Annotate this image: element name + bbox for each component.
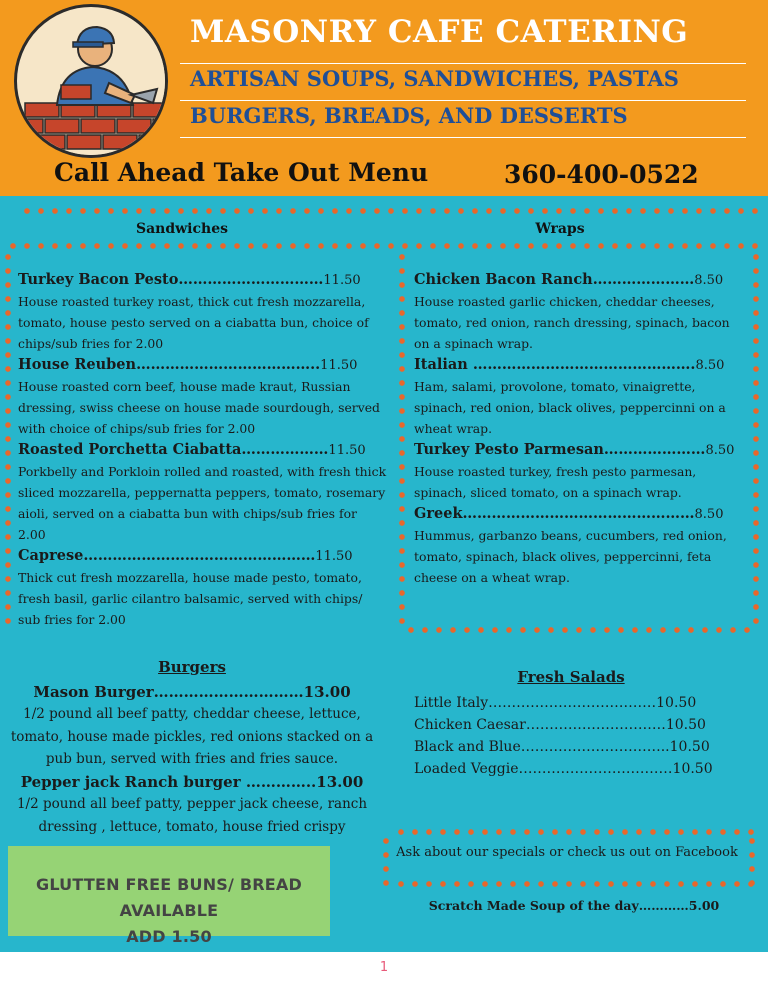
item-description: Thick cut fresh mozzarella, house made pesto, tomato, fresh basil, garlic cilantro balsamic, served with chips/ sub fries for 2.00 (18, 570, 363, 627)
burger-item-mason (0, 681, 384, 704)
item-name: Chicken Caesar………………………… (414, 717, 666, 733)
item-price: 13.00 (303, 682, 351, 701)
dotted-border-upper (6, 242, 762, 250)
item-description: Ham, salami, provolone, tomato, vinaigrette, spinach, red onion, black olives, peppercinni on a wheat wrap. (414, 379, 726, 436)
item-name: Turkey Pesto Parmesan………………… (414, 441, 706, 458)
take-out-tagline: Call Ahead Take Out Menu (54, 158, 429, 187)
item-name: Little Italy……………………………… (414, 695, 657, 711)
item-description: 1/2 pound all beef patty, pepper jack cheese, ranch dressing , lettuce, tomato, house fried crispy (16, 796, 368, 835)
item-price: 8.50 (694, 273, 724, 288)
salad-item-loaded-veggie (396, 758, 746, 780)
item-price: 11.50 (323, 273, 361, 288)
dotted-border-middle (398, 250, 406, 630)
gluten-free-notice (8, 846, 330, 946)
burgers-heading: Burgers (158, 658, 226, 676)
dotted-border-left (4, 250, 12, 628)
header-divider (180, 100, 746, 101)
menu-item-greek (414, 503, 748, 588)
specials-note: Ask about our specials or check us out on Facebook (396, 845, 738, 860)
item-name: Scratch Made Soup of the day………… (428, 898, 689, 913)
burgers-section (0, 656, 384, 838)
item-description: House roasted turkey, fresh pesto parmesan, spinach, sliced tomato, on a spinach wrap. (414, 464, 697, 500)
dotted-border-specials-left (382, 834, 390, 888)
header-banner (0, 0, 768, 196)
item-name: House Reuben……………………………….. (18, 356, 321, 373)
dotted-border-specials-bottom (394, 880, 756, 888)
menu-item-roasted-porchetta (18, 439, 388, 545)
page-number: 1 (379, 960, 389, 975)
item-description: Hummus, garbanzo beans, cucumbers, red onion, tomato, spinach, black olives, peppercinni, feta cheese on a wheat wrap. (414, 528, 727, 585)
wraps-list (414, 269, 748, 588)
menu-item-caprese (18, 545, 388, 630)
item-price: 13.00 (316, 772, 364, 791)
header-divider (180, 63, 746, 64)
gluten-free-price: ADD 1.50 (126, 927, 212, 946)
soup-of-the-day (404, 898, 744, 913)
item-name: Mason Burger………………………… (33, 682, 304, 701)
item-name: Black and Blue………………………….. (414, 739, 670, 755)
item-name: Italian ………………………………………. (414, 356, 696, 373)
mason-worker-illustration (17, 7, 168, 158)
burger-item-pepper-jack (0, 771, 384, 794)
item-price: 10.50 (656, 695, 697, 711)
item-price: 11.50 (320, 358, 358, 373)
item-price: 11.50 (328, 443, 366, 458)
item-price: 5.00 (688, 898, 720, 913)
salad-item-chicken-caesar (396, 714, 746, 736)
item-description: 1/2 pound all beef patty, cheddar cheese, lettuce, tomato, house made pickles, red onions stacked on a pub bun, served with fries and fries sauce. (10, 706, 374, 767)
gluten-free-line: GLUTTEN FREE BUNS/ BREAD AVAILABLE (36, 875, 302, 920)
header-divider (180, 137, 746, 138)
dotted-border-wraps-bottom (404, 626, 756, 634)
menu-item-house-reuben (18, 354, 388, 439)
item-name: Greek………………………………………… (414, 505, 695, 522)
page-title: MASONRY CAFE CATERING (190, 14, 689, 50)
menu-item-italian (414, 354, 748, 439)
item-price: 8.50 (695, 358, 725, 373)
item-price: 10.50 (669, 739, 710, 755)
item-name: Loaded Veggie…………………………… (414, 761, 673, 777)
mason-logo (14, 4, 168, 158)
salad-item-little-italy (396, 692, 746, 714)
item-name: Turkey Bacon Pesto………………………… (18, 271, 324, 288)
item-name: Pepper jack Ranch burger ………….. (20, 772, 317, 791)
menu-item-turkey-pesto-parmesan (414, 439, 748, 503)
item-name: Chicken Bacon Ranch………………… (414, 271, 695, 288)
item-price: 8.50 (705, 443, 735, 458)
sandwiches-list (18, 269, 388, 630)
dotted-border-top (20, 207, 760, 215)
salads-section (396, 666, 746, 780)
phone-number: 360-400-0522 (504, 160, 699, 189)
item-name: Roasted Porchetta Ciabatta……………… (18, 441, 329, 458)
subtitle-line-2: BURGERS, BREADS, AND DESSERTS (190, 103, 628, 128)
item-name: Caprese………………………………………… (18, 547, 316, 564)
item-price: 10.50 (672, 761, 713, 777)
sandwiches-heading: Sandwiches (135, 221, 228, 237)
dotted-border-specials-top (394, 828, 756, 836)
item-description: Porkbelly and Porkloin rolled and roasted, with fresh thick sliced mozzarella, peppernatta peppers, tomato, rosemary aioli, served on a ciabatta bun with chips/sub fries for 2.00 (18, 464, 387, 542)
item-description: House roasted turkey roast, thick cut fresh mozzarella, tomato, house pesto served on a ciabatta bun, choice of chips/sub fries for 2.00 (18, 294, 369, 351)
menu-item-turkey-bacon-pesto (18, 269, 388, 354)
wraps-heading: Wraps (535, 221, 585, 237)
subtitle-line-1: ARTISAN SOUPS, SANDWICHES, PASTAS (190, 66, 679, 91)
dotted-border-right (752, 250, 760, 630)
item-description: House roasted corn beef, house made kraut, Russian dressing, swiss cheese on house made sourdough, served with choice of chips/sub fries for 2.00 (18, 379, 380, 436)
item-price: 10.50 (665, 717, 706, 733)
item-description: House roasted garlic chicken, cheddar cheeses, tomato, red onion, ranch dressing, spinach, bacon on a spinach wrap. (414, 294, 730, 351)
item-price: 11.50 (315, 549, 353, 564)
menu-item-chicken-bacon-ranch (414, 269, 748, 354)
salad-item-black-and-blue (396, 736, 746, 758)
item-price: 8.50 (694, 507, 724, 522)
salads-heading: Fresh Salads (517, 668, 625, 686)
